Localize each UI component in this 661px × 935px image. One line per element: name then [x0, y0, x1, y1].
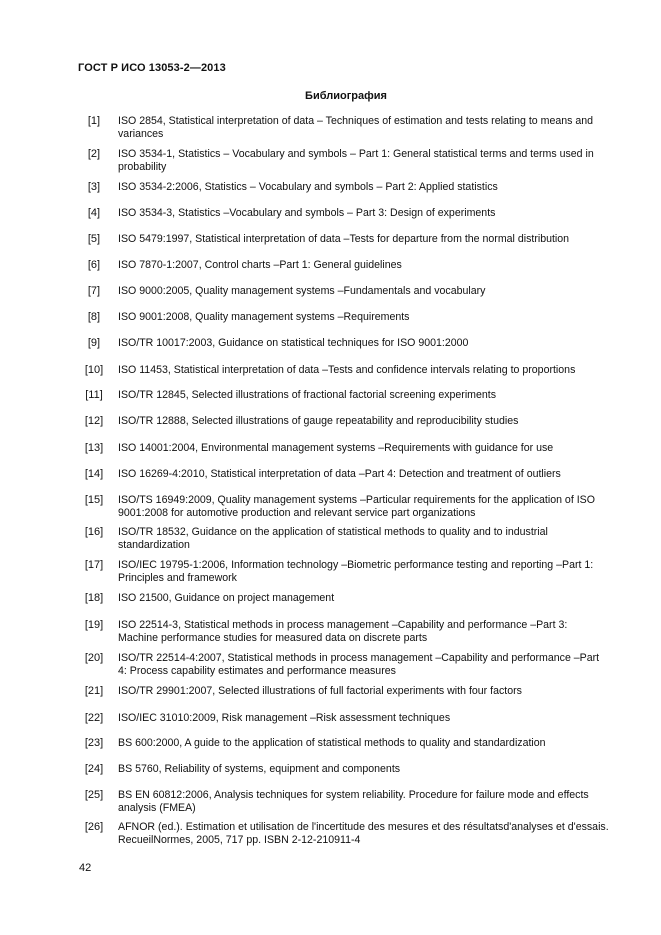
bib-entry-number: [21]: [84, 685, 104, 697]
bib-entry-number: [9]: [87, 337, 101, 349]
bib-entry-number: [15]: [84, 494, 104, 506]
bib-entry-number: [18]: [84, 592, 104, 604]
bib-entry-number: [12]: [84, 415, 104, 427]
bib-entry-text: ISO 21500, Guidance on project management: [118, 592, 335, 604]
bib-entry-number: [2]: [87, 148, 101, 160]
bib-entry-number: [4]: [87, 207, 101, 219]
bib-entry-text: BS 5760, Reliability of systems, equipment and components: [118, 763, 401, 775]
bib-entry-number: [24]: [84, 763, 104, 775]
bib-entry-number: [8]: [87, 311, 101, 323]
bib-entry-text: ISO 5479:1997, Statistical interpretation of data –Tests for departure from the normal distribution: [118, 233, 570, 245]
bib-entry-text: ISO 14001:2004, Environmental management systems –Requirements with guidance for use: [118, 442, 554, 454]
bib-entry-text: ISO/TR 29901:2007, Selected illustrations of full factorial experiments with four factors: [118, 685, 522, 697]
bib-entry-text: ISO/TR 18532, Guidance on the application of statistical methods to quality and to industrial standardization: [118, 526, 548, 551]
bib-entry-number: [3]: [87, 181, 101, 193]
bib-entry-number: [13]: [84, 442, 104, 454]
bib-entry-number: [23]: [84, 737, 104, 749]
bib-entry-text: ISO 11453, Statistical interpretation of data –Tests and confidence intervals relating to proportions: [118, 364, 576, 376]
bib-entry-text: BS EN 60812:2006, Analysis techniques for system reliability. Procedure for failure mode and effects analysis (FMEA): [118, 789, 589, 814]
bib-entry-number: [1]: [87, 115, 101, 127]
bib-entry-number: [5]: [87, 233, 101, 245]
bib-entry-text: ISO/TR 10017:2003, Guidance on statistical techniques for ISO 9001:2000: [118, 337, 469, 349]
bib-entry-text: ISO 22514-3, Statistical methods in process management –Capability and performance –Part 3: Machine performance studies for measured data on discrete parts: [118, 619, 568, 644]
bib-entry-text: ISO 9000:2005, Quality management systems –Fundamentals and vocabulary: [118, 285, 486, 297]
bib-entry-text: ISO/TR 12888, Selected illustrations of gauge repeatability and reproducibility studies: [118, 415, 519, 427]
bib-entry-text: ISO/TS 16949:2009, Quality management systems –Particular requirements for the application of ISO 9001:2008 for automotive production and relevant service part organizations: [118, 494, 595, 519]
bib-entry-number: [26]: [84, 821, 104, 833]
bibliography-title: Библиография: [305, 90, 387, 102]
bib-entry-text: ISO/IEC 31010:2009, Risk management –Risk assessment techniques: [118, 712, 451, 724]
bib-entry-text: ISO 3534-2:2006, Statistics – Vocabulary and symbols – Part 2: Applied statistics: [118, 181, 498, 193]
bib-entry-text: BS 600:2000, A guide to the application of statistical methods to quality and standardization: [118, 737, 546, 749]
bib-entry-text: ISO/TR 22514-4:2007, Statistical methods in process management –Capability and performance –Part 4: Process capability estimates and performance measures: [118, 652, 600, 677]
bib-entry-number: [22]: [84, 712, 104, 724]
page-number: 42: [79, 862, 92, 874]
bib-entry-number: [25]: [84, 789, 104, 801]
bib-entry-text: ISO 7870-1:2007, Control charts –Part 1: General guidelines: [118, 259, 402, 271]
bib-entry-text: ISO 3534-1, Statistics – Vocabulary and symbols – Part 1: General statistical terms and terms used in probability: [118, 148, 594, 173]
bib-entry-text: ISO 9001:2008, Quality management systems –Requirements: [118, 311, 410, 323]
bib-entry-number: [6]: [87, 259, 101, 271]
bib-entry-text: ISO/IEC 19795-1:2006, Information technology –Biometric performance testing and reporting –Part 1: Principles and framework: [118, 559, 594, 584]
bib-entry-number: [17]: [84, 559, 104, 571]
bib-entry-number: [10]: [84, 364, 104, 376]
bib-entry-text: ISO 2854, Statistical interpretation of data – Techniques of estimation and tests relating to means and variances: [118, 115, 594, 140]
bib-entry-number: [7]: [87, 285, 101, 297]
document-header: ГОСТ Р ИСО 13053-2—2013: [78, 62, 226, 74]
bib-entry-text: ISO 16269-4:2010, Statistical interpretation of data –Part 4: Detection and treatment of outliers: [118, 468, 561, 480]
bib-entry-text: ISO 3534-3, Statistics –Vocabulary and symbols – Part 3: Design of experiments: [118, 207, 496, 219]
bib-entry-text: ISO/TR 12845, Selected illustrations of fractional factorial screening experiments: [118, 389, 497, 401]
bib-entry-number: [16]: [84, 526, 104, 538]
bib-entry-text: AFNOR (ed.). Estimation et utilisation de l'incertitude des mesures et des résultatsd'analyses et d'essais. RecueilNormes, 2005, 717 pp. ISBN 2-12-210911-4: [118, 821, 609, 846]
bib-entry-number: [20]: [84, 652, 104, 664]
bib-entry-number: [14]: [84, 468, 104, 480]
bib-entry-number: [19]: [84, 619, 104, 631]
bib-entry-number: [11]: [85, 389, 103, 401]
